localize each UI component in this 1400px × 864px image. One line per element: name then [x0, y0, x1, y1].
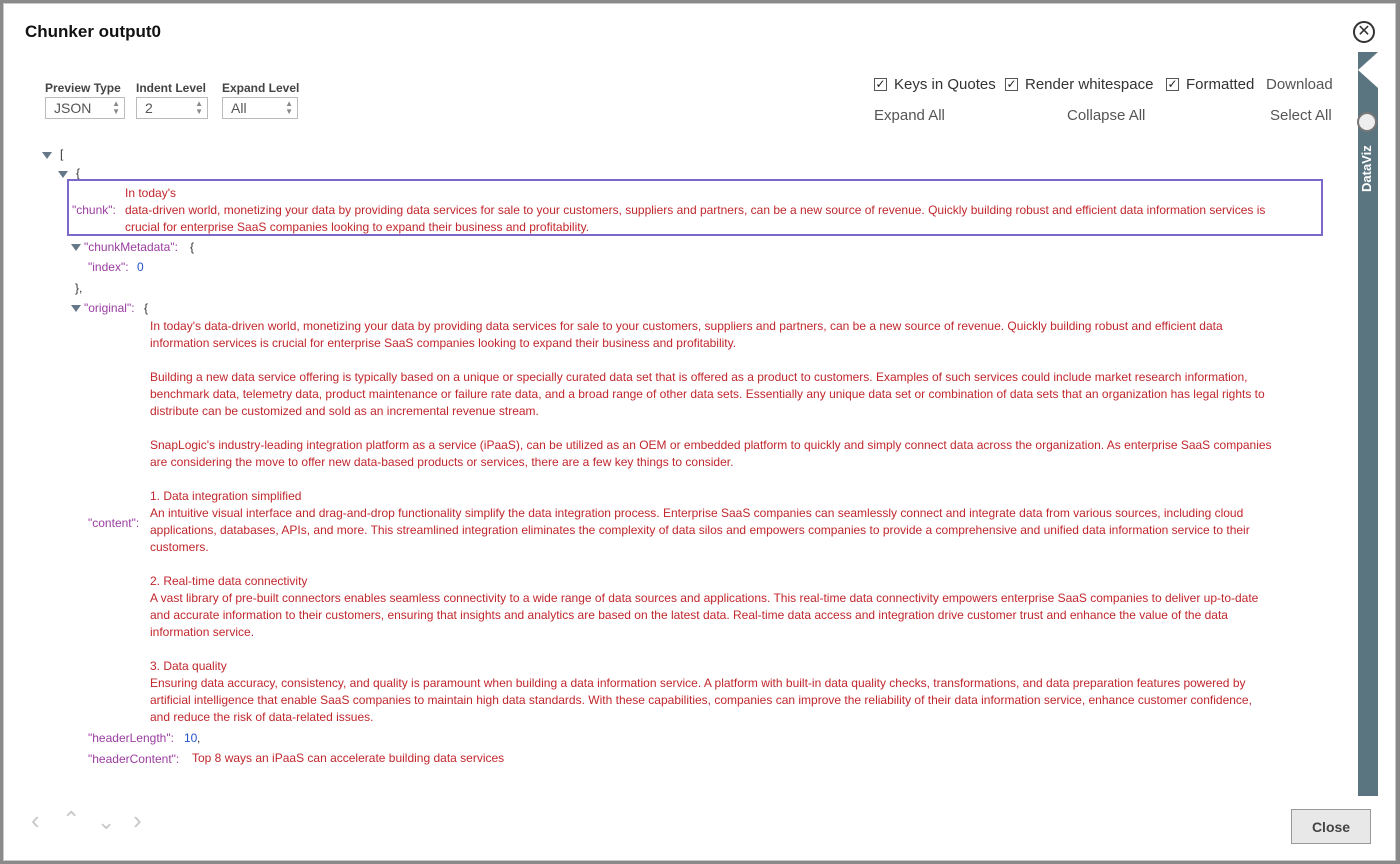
- checkmark-icon: ✓: [875, 77, 886, 91]
- chunkmetadata-close: },: [75, 281, 83, 295]
- expand-toggle-icon[interactable]: [71, 244, 81, 251]
- expand-all-link[interactable]: Expand All: [874, 107, 945, 124]
- dataviz-label: DataViz: [1359, 145, 1374, 192]
- chunk-line-1: In today's: [125, 186, 176, 200]
- dialog-title: Chunker output0: [25, 22, 161, 41]
- formatted-checkbox[interactable]: [1166, 76, 1254, 93]
- headerlength-key: "headerLength":: [88, 731, 174, 745]
- expand-toggle-icon[interactable]: [71, 305, 81, 312]
- checkmark-icon: ✓: [1006, 77, 1017, 91]
- indent-level-select[interactable]: [136, 97, 208, 119]
- formatted-label: Formatted: [1186, 76, 1255, 93]
- preview-type-value: JSON: [54, 100, 92, 116]
- open-brace: {: [76, 166, 81, 180]
- close-button[interactable]: Close: [1291, 809, 1371, 844]
- headercontent-value: Top 8 ways an iPaaS can accelerate building data services: [192, 751, 505, 765]
- content-paragraph-6: 3. Data quality Ensuring data accuracy, consistency, and quality is paramount when building a data information service. A platform with built-in data quality checks, transformations, and data preparation features powered by artificial intelligence that enable SaaS companies to maintain high data standards. With these capabilities, companies can improve the reliability of their data information service, enhance customer confidence, and reduce the risk of data-related issues.: [150, 659, 1252, 724]
- content-paragraph-1: In today's data-driven world, monetizing your data by providing data services for sale to your customers, suppliers and partners, can be a new source of revenue. Quickly building robust and efficient data information services is crucial for enterprise SaaS companies looking to expand their business and profitability.: [150, 319, 1223, 350]
- content-paragraph-4: 1. Data integration simplified An intuitive visual interface and drag-and-drop functionality simplify the data integration process. Enterprise SaaS companies can seamlessly connect and integrate data from various sources, including cloud applications, databases, APIs, and more. This streamlined integration eliminates the complexity of data silos and empowers companies to provide a comprehensive and unified data information service to their customers.: [150, 489, 1250, 554]
- expand-toggle-icon[interactable]: [58, 171, 68, 178]
- next-icon[interactable]: ›: [133, 805, 142, 835]
- content-paragraph-2: Building a new data service offering is typically based on a unique or specially curated data set that is offered as a product to customers. Examples of such services could include market research information, benchmark data, telemetry data, product maintenance or failure rate data, and a broad range of other data sets. Essentially any unique data set or combination of data sets that an organization has legal rights to distribute can be customized and sold as an incremental revenue stream.: [150, 370, 1265, 418]
- scroll-up-icon[interactable]: ⌃: [62, 807, 81, 832]
- select-all-link[interactable]: Select All: [1270, 107, 1332, 124]
- preview-type-label: Preview Type: [45, 81, 121, 95]
- indent-level-value: 2: [145, 100, 153, 116]
- chunk-key: "chunk":: [72, 203, 116, 217]
- keys-in-quotes-checkbox[interactable]: [874, 76, 996, 93]
- chunkmetadata-open-brace: {: [190, 240, 195, 254]
- collapse-all-link[interactable]: Collapse All: [1067, 107, 1146, 124]
- render-whitespace-checkbox[interactable]: [1005, 76, 1153, 93]
- chunk-line-2: data-driven world, monetizing your data by providing data services for sale to your customers, suppliers and partners, can be a new source of revenue. Quickly building robust and efficient data information services is: [125, 203, 1266, 217]
- close-icon[interactable]: ✕: [1353, 21, 1375, 43]
- download-link[interactable]: Download: [1266, 76, 1333, 93]
- dataviz-sidebar[interactable]: [1358, 52, 1378, 796]
- expand-level-select[interactable]: [222, 97, 298, 119]
- expand-level-label: Expand Level: [222, 81, 300, 95]
- open-bracket: [: [60, 147, 64, 161]
- headerlength-comma: ,: [197, 731, 201, 745]
- indent-level-label: Indent Level: [136, 81, 207, 95]
- original-key: "original":: [84, 301, 135, 315]
- sidebar-notch: [1358, 52, 1378, 88]
- expand-level-value: All: [231, 100, 247, 116]
- original-open-brace: {: [144, 301, 149, 315]
- select-arrows-icon: ▲ ▼: [195, 99, 203, 116]
- keys-in-quotes-label: Keys in Quotes: [894, 76, 996, 93]
- content-paragraph-5: 2. Real-time data connectivity A vast library of pre-built connectors enables seamless connectivity to a wide range of data sources and applications. This real-time data connectivity empowers enterprise SaaS companies to deliver up-to-date and accurate information to their customers, ensuring that insights and analytics are based on the latest data. Real-time data access and integration drive customer trust and enhance the value of the data information service.: [150, 574, 1259, 639]
- content-paragraph-3: SnapLogic's industry-leading integration platform as a service (iPaaS), can be utilized as an OEM or embedded platform to quickly and simply connect data across the organization. As enterprise SaaS companies are considering the move to offer new data-based products or services, there are a few key things to consider.: [150, 438, 1272, 469]
- index-key: "index":: [88, 260, 129, 274]
- select-arrows-icon: ▲ ▼: [285, 99, 293, 116]
- content-key: "content":: [88, 516, 140, 530]
- preview-type-select[interactable]: [45, 97, 125, 119]
- index-value: 0: [137, 260, 144, 274]
- preview-dialog: [3, 3, 1396, 861]
- headerlength-value: 10: [184, 731, 198, 745]
- headercontent-key: "headerContent":: [88, 752, 180, 766]
- expand-toggle-icon[interactable]: [42, 152, 52, 159]
- checkmark-icon: ✓: [1167, 77, 1178, 91]
- previous-icon[interactable]: ‹: [31, 805, 40, 835]
- render-whitespace-label: Render whitespace: [1025, 76, 1154, 93]
- dataviz-icon[interactable]: [1357, 112, 1377, 132]
- chunkmetadata-key: "chunkMetadata":: [84, 240, 178, 254]
- scroll-down-icon[interactable]: ⌄: [97, 809, 116, 834]
- select-arrows-icon: ▲ ▼: [112, 99, 120, 116]
- chunk-line-3: crucial for enterprise SaaS companies looking to expand their business and profitability.: [125, 220, 590, 234]
